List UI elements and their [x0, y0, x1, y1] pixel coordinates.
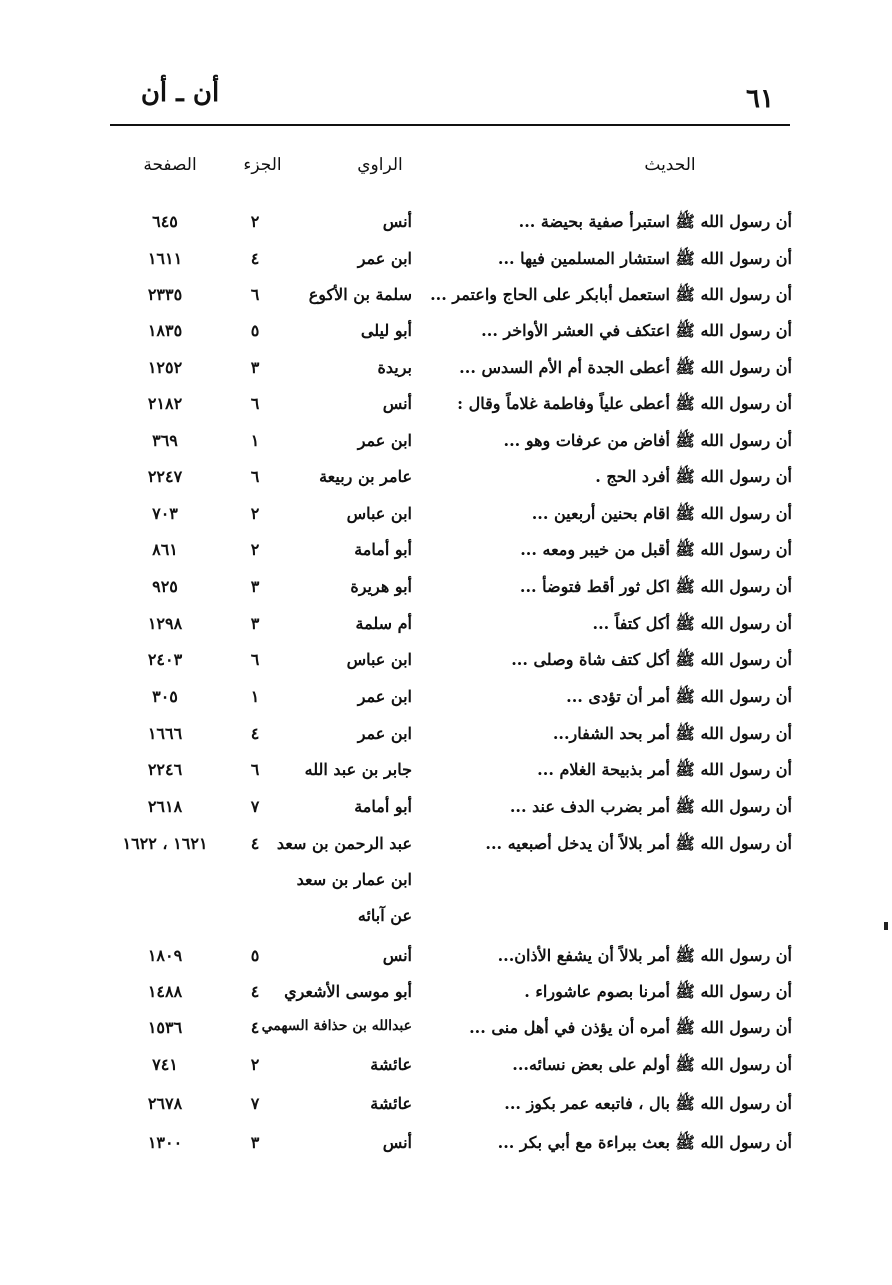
juz-number: ٤ — [250, 982, 260, 1001]
running-header: أن ـ أن — [140, 78, 220, 108]
hadith-text: أن رسول الله ﷺ أمر بلالاً أن يشفع الأذان... — [497, 946, 792, 965]
hadith-text: أن رسول الله ﷺ بال ، فاتبعه عمر بكوز ... — [504, 1094, 792, 1113]
page-number: ٦١ — [746, 84, 774, 114]
hadith-text: أن رسول الله ﷺ أمره أن يؤذن في أهل منى ... — [469, 1018, 792, 1037]
table-row — [0, 321, 892, 351]
page-ref: ١٢٥٢ — [147, 358, 183, 377]
table-row — [0, 249, 892, 279]
narrator: ابن عمر — [357, 431, 412, 450]
juz-number: ٣ — [250, 1133, 260, 1152]
page-ref: ١٢٩٨ — [147, 614, 183, 633]
page-ref: ٣٦٩ — [152, 431, 178, 450]
table-row — [0, 467, 892, 497]
narrator: أنس — [382, 946, 412, 965]
narrator: عائشة — [370, 1055, 412, 1074]
page-ref: ١٤٨٨ — [147, 982, 183, 1001]
narrator: عبدالله بن حذافة السهمي — [261, 1018, 412, 1034]
page-ref: ٨٦١ — [152, 540, 178, 559]
table-row — [0, 394, 892, 424]
hadith-text: أن رسول الله ﷺ بعث ببراءة مع أبي بكر ... — [497, 1133, 792, 1152]
narrator: ابن عمر — [357, 724, 412, 743]
juz-number: ٢ — [250, 540, 260, 559]
juz-number: ٥ — [250, 946, 260, 965]
page-ref: ٧٠٣ — [152, 504, 178, 523]
page-ref: ١٦١١ — [147, 249, 183, 268]
hadith-text: أن رسول الله ﷺ أمر بحد الشفار... — [552, 724, 792, 743]
juz-number: ١ — [250, 687, 260, 706]
hadith-text: أن رسول الله ﷺ استشار المسلمين فيها ... — [497, 249, 792, 268]
narrator: أبو ليلى — [360, 321, 412, 340]
header-rule — [110, 124, 790, 126]
hadith-text: أن رسول الله ﷺ أولم على بعض نسائه... — [512, 1055, 792, 1074]
page-ref: ٢٢٤٧ — [147, 467, 183, 486]
juz-number: ٣ — [250, 358, 260, 377]
juz-number: ٢ — [250, 1055, 260, 1074]
page-ref: ٢٦١٨ — [147, 797, 183, 816]
narrator: عائشة — [370, 1094, 412, 1113]
narrator: ابن عمر — [357, 249, 412, 268]
table-row — [0, 1055, 892, 1085]
narrator: ابن عباس — [346, 504, 412, 523]
hadith-text: أن رسول الله ﷺ اقام بحنين أربعين ... — [531, 504, 792, 523]
juz-number: ٤ — [250, 724, 260, 743]
page-ref: ١٦٢١ ، ١٦٢٢ — [122, 834, 208, 853]
column-header-page: الصفحة — [143, 155, 197, 175]
table-row — [0, 834, 892, 864]
hadith-text: أن رسول الله ﷺ أكل كتفاً ... — [592, 614, 792, 633]
table-row — [0, 687, 892, 717]
narrator: أبو أمامة — [354, 797, 412, 816]
narrator: أبو أمامة — [354, 540, 412, 559]
narrator: أبو هريرة — [350, 577, 412, 596]
juz-number: ٢ — [250, 212, 260, 231]
narrator: بريدة — [377, 358, 412, 377]
juz-number: ٦ — [250, 467, 260, 486]
hadith-text: أن رسول الله ﷺ أمر أن تؤدى ... — [566, 687, 792, 706]
page-ref: ٧٤١ — [152, 1055, 178, 1074]
table-row — [0, 358, 892, 388]
hadith-text: أن رسول الله ﷺ أكل كتف شاة وصلى ... — [511, 650, 792, 669]
table-row — [0, 577, 892, 607]
table-row — [0, 1018, 892, 1048]
page-ref: ١٨٣٥ — [147, 321, 183, 340]
page-ref: ٢٤٠٣ — [147, 650, 183, 669]
hadith-text: أن رسول الله ﷺ أمر بلالاً أن يدخل أصبعيه ... — [485, 834, 792, 853]
narrator: عبد الرحمن بن سعد — [276, 834, 412, 853]
column-header-juz: الجزء — [243, 155, 282, 175]
page-ref: ٢٣٣٥ — [147, 285, 183, 304]
margin-mark — [884, 922, 888, 930]
juz-number: ٦ — [250, 394, 260, 413]
page-ref: ١٨٠٩ — [147, 946, 183, 965]
page-ref: ١٥٣٦ — [147, 1018, 183, 1037]
table-row — [0, 431, 892, 461]
page-ref: ٢٢٤٦ — [147, 760, 183, 779]
column-header-hadith: الحديث — [644, 155, 696, 175]
juz-number: ٤ — [250, 834, 260, 853]
table-row — [0, 760, 892, 790]
hadith-text: أن رسول الله ﷺ أقبل من خيبر ومعه ... — [520, 540, 792, 559]
table-row — [0, 650, 892, 680]
hadith-text: أن رسول الله ﷺ أمر بذبيحة الغلام ... — [537, 760, 792, 779]
juz-number: ٧ — [250, 797, 260, 816]
table-row — [0, 540, 892, 570]
juz-number: ٣ — [250, 614, 260, 633]
narrator-continuation: ابن عمار بن سعد — [296, 870, 412, 889]
narrator: أنس — [382, 212, 412, 231]
hadith-text: أن رسول الله ﷺ اكل ثور أقط فتوضأ ... — [519, 577, 792, 596]
page-ref: ٢١٨٢ — [147, 394, 183, 413]
narrator: أبو موسى الأشعري — [284, 982, 412, 1001]
juz-number: ٤ — [250, 1018, 260, 1037]
hadith-text: أن رسول الله ﷺ أمر بضرب الدف عند ... — [509, 797, 792, 816]
table-row — [0, 212, 892, 242]
narrator: أنس — [382, 1133, 412, 1152]
table-row — [0, 614, 892, 644]
table-row — [0, 1133, 892, 1163]
juz-number: ٤ — [250, 249, 260, 268]
table-row — [0, 1094, 892, 1124]
table-row — [0, 285, 892, 315]
table-row — [0, 982, 892, 1012]
juz-number: ٦ — [250, 650, 260, 669]
table-row — [0, 724, 892, 754]
hadith-text: أن رسول الله ﷺ اعتكف في العشر الأواخر ... — [481, 321, 792, 340]
column-header-narrator: الراوي — [357, 155, 403, 175]
table-row — [0, 797, 892, 827]
juz-number: ٧ — [250, 1094, 260, 1113]
page-ref: ٩٢٥ — [152, 577, 178, 596]
hadith-text: أن رسول الله ﷺ استعمل أبابكر على الحاج واعتمر ... — [430, 285, 792, 304]
narrator: أنس — [382, 394, 412, 413]
table-row — [0, 946, 892, 976]
narrator: جابر بن عبد الله — [304, 760, 412, 779]
juz-number: ٣ — [250, 577, 260, 596]
page-ref: ١٦٦٦ — [147, 724, 183, 743]
page-ref: ١٣٠٠ — [147, 1133, 183, 1152]
narrator: أم سلمة — [355, 614, 412, 633]
table-row — [0, 504, 892, 534]
page-ref: ٣٠٥ — [152, 687, 178, 706]
juz-number: ٦ — [250, 285, 260, 304]
narrator: عامر بن ربيعة — [319, 467, 412, 486]
hadith-text: أن رسول الله ﷺ أفاض من عرفات وهو ... — [503, 431, 792, 450]
page-ref: ٢٦٧٨ — [147, 1094, 183, 1113]
page-ref: ٦٤٥ — [152, 212, 178, 231]
juz-number: ٦ — [250, 760, 260, 779]
hadith-text: أن رسول الله ﷺ أعطى الجدة أم الأم السدس ... — [459, 358, 792, 377]
hadith-text: أن رسول الله ﷺ أعطى علياً وفاطمة غلاماً وقال : — [457, 394, 792, 413]
hadith-text: أن رسول الله ﷺ أفرد الحج . — [595, 467, 792, 486]
hadith-text: أن رسول الله ﷺ استبرأ صفية بحيضة ... — [518, 212, 792, 231]
narrator: ابن عباس — [346, 650, 412, 669]
narrator: ابن عمر — [357, 687, 412, 706]
narrator-continuation: عن آبائه — [357, 906, 412, 925]
juz-number: ١ — [250, 431, 260, 450]
juz-number: ٢ — [250, 504, 260, 523]
hadith-text: أن رسول الله ﷺ أمرنا بصوم عاشوراء . — [524, 982, 792, 1001]
narrator: سلمة بن الأكوع — [308, 285, 412, 304]
juz-number: ٥ — [250, 321, 260, 340]
